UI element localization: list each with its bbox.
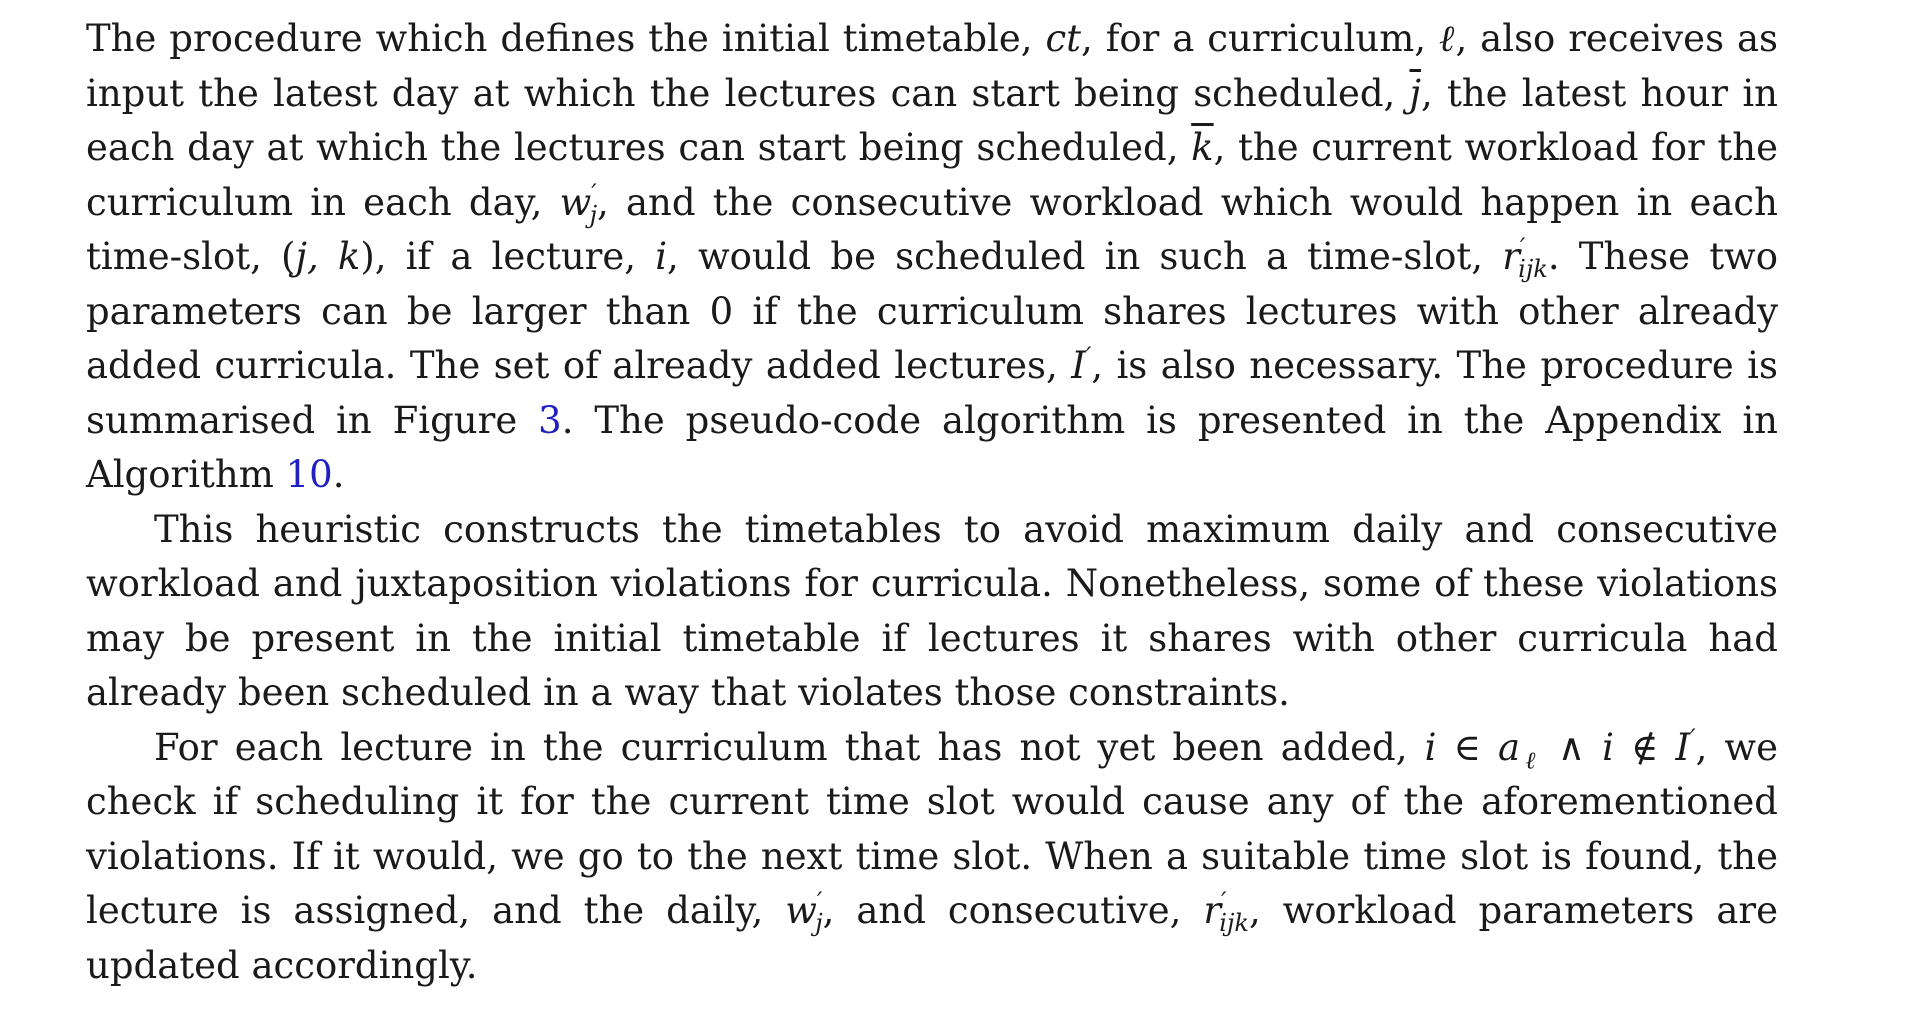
math-subscript: j [589,200,598,229]
math-symbol [1071,344,1091,387]
math-base: w [785,889,817,932]
text-run: , workload parameters are updated accordingly. [86,889,1778,987]
text-run: , for a curriculum, [1081,17,1439,60]
math-symbol [1203,887,1249,938]
math-base: $\overline{j}$ [1409,71,1422,115]
text-run: , the latest hour in each day at which the lectures can start being scheduled, [86,71,1778,169]
text-run: , the current workload for the curriculum in each day, [86,126,1778,224]
text-run: ), if a lecture, [360,235,656,278]
math-symbol [296,235,361,278]
math-base: j, k [295,235,361,278]
text-run: . [332,453,345,496]
math-base: I [1071,344,1086,387]
math-base: r [1502,235,1520,278]
math-base: r [1203,889,1222,932]
text-run: For each lecture in the curriculum that has not yet been added, [154,725,1425,769]
math-symbol [559,179,598,229]
cross-reference-link[interactable]: 3 [538,398,562,442]
math-superscript: ′ [1519,233,1526,262]
math-superscript: ′ [816,887,823,916]
text-run: , and the consecutive workload which would happen in each time-slot, ( [86,180,1778,278]
math-superscript: ′ [1690,724,1696,753]
math-symbol [785,887,823,938]
text-run: The procedure which defines the initial timetable, [86,17,1046,60]
math-symbol [1410,72,1421,115]
math-base: ∧ i ∉ I [1540,725,1691,769]
math-symbol [1045,17,1081,60]
text-run: , also receives as input the latest day at which the lectures can start being scheduled, [86,17,1779,115]
math-base: w [559,180,592,224]
math-symbol [1502,233,1548,284]
text-run: . These two parameters can be larger than 0 if the curriculum shares lectures with other already added curricula. The set of already added lectures, [86,235,1779,387]
math-superscript: ′ [1221,887,1227,916]
cross-reference-link[interactable]: 10 [285,453,333,496]
text-run: . The pseudo-code algorithm is presented in the Appendix in Algorithm [86,398,1779,496]
math-base: i [655,235,668,278]
math-symbol [655,235,667,278]
text-run: , would be scheduled in such a time-slot, [667,235,1503,278]
math-base: ct [1045,17,1082,60]
text-run: This heuristic constructs the timetables to avoid maximum daily and consecutive workload and juxtaposition violations for curricula. Nonetheless, some of these violations may be present in the initial timetable if lectures it shares with other curricula had already been scheduled in a way that violates those constraints. [86,507,1778,714]
text-run: , we check if scheduling it for the current time slot would cause any of the aforementioned violations. If it would, we go to the next time slot. When a suitable time slot is found, the lecture is assigned, and the daily, [86,725,1778,932]
paragraph-p2 [86,503,1778,721]
paragraph-p1 [86,12,1778,503]
math-subscript: ijk [1219,909,1249,938]
math-symbol [1541,726,1696,769]
math-symbol [1191,126,1213,169]
paper-body [86,12,1778,993]
math-subscript: j [815,909,823,938]
text-run: , is also necessary. The procedure is summarised in Figure [86,344,1779,442]
math-base: $\overline{k}$ [1191,126,1214,169]
math-base: ℓ [1438,17,1456,60]
math-superscript: ′ [591,179,597,208]
math-symbol [1424,725,1541,774]
math-subscript: ijk [1518,255,1548,284]
math-symbol [1439,17,1456,60]
text-run: , and consecutive, [822,889,1204,932]
math-subscript: ℓ [1520,745,1541,774]
math-base: i ∈ a [1424,725,1521,769]
math-superscript: ′ [1085,342,1092,371]
paragraph-p3 [86,721,1778,994]
